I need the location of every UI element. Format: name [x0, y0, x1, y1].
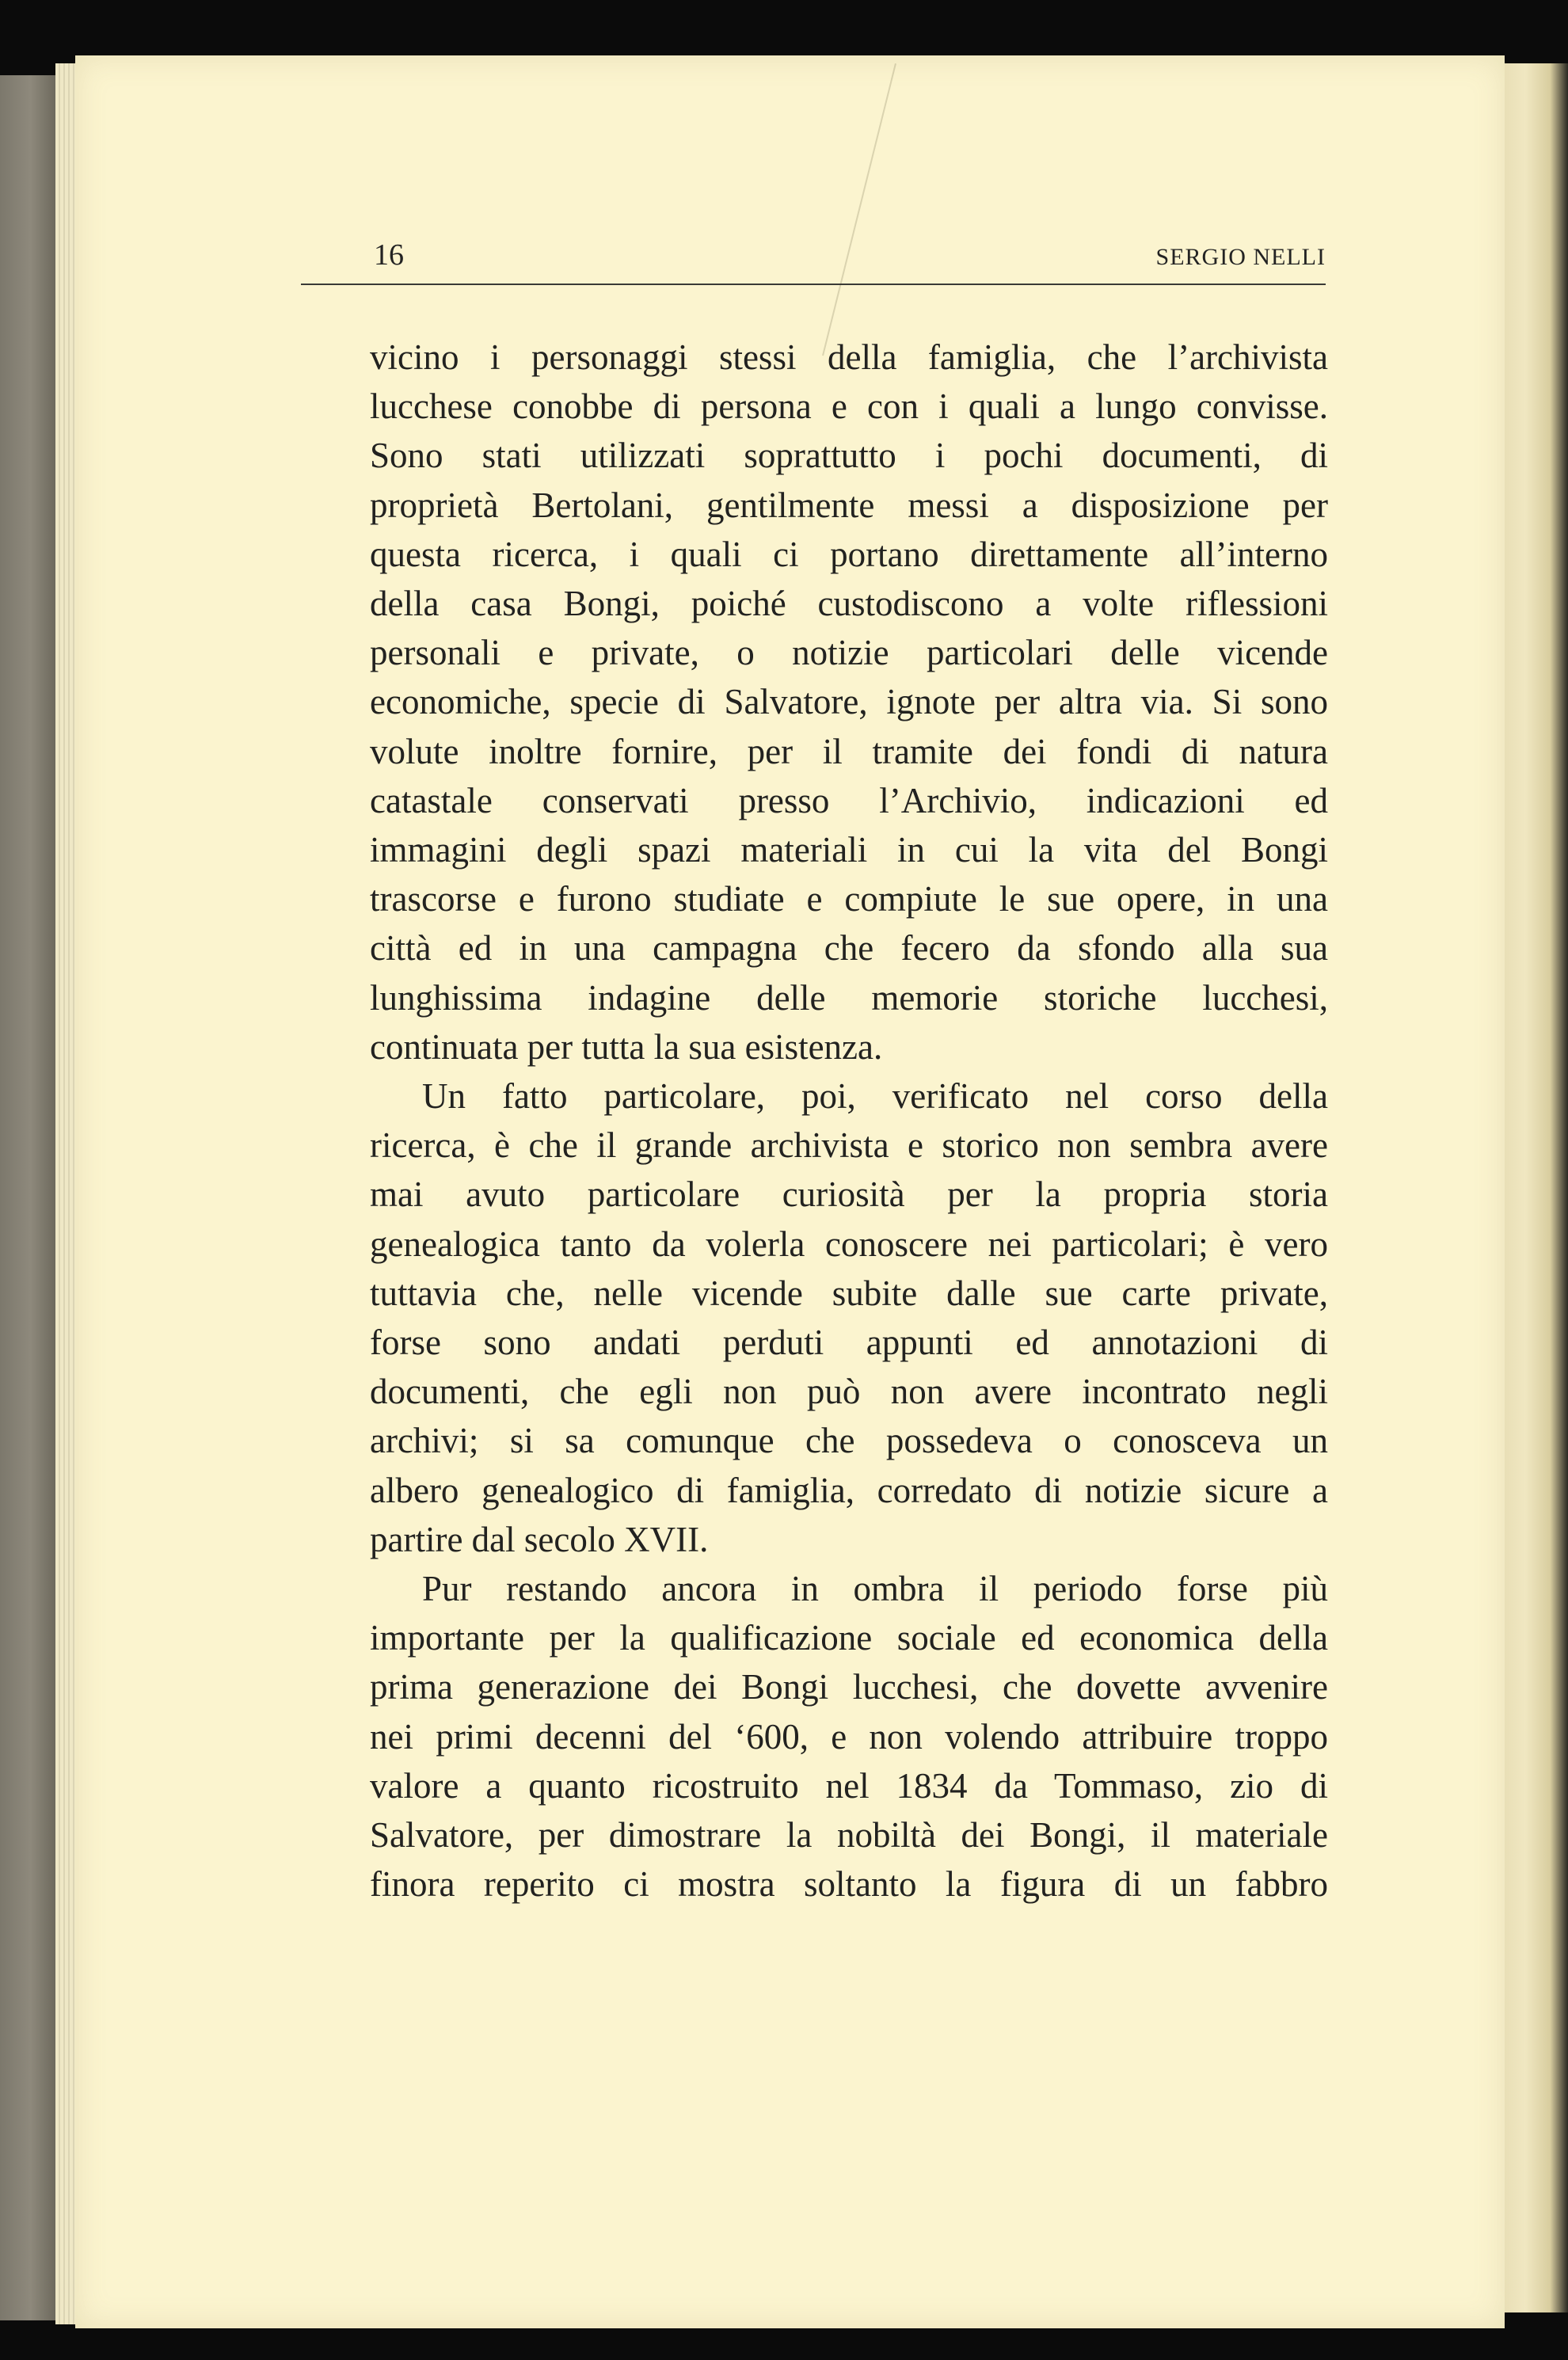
- text-line: prima generazione dei Bongi lucchesi, che dovette avvenire: [370, 1667, 1328, 1707]
- text-line: Salvatore, per dimostrare la nobiltà dei Bongi, il materiale: [370, 1815, 1328, 1856]
- text-line: nei primi decenni del ‘600, e non volendo attribuire troppo: [370, 1716, 1328, 1757]
- text-line: trascorse e furono studiate e compiute le sue opere, in una: [370, 879, 1328, 919]
- text-line: mai avuto particolare curiosità per la propria storia: [370, 1174, 1328, 1215]
- text-line: città ed in una campagna che fecero da sfondo alla sua: [370, 928, 1328, 969]
- text-line: lucchese conobbe di persona e con i quali a lungo convisse.: [370, 386, 1328, 427]
- running-title: SERGIO NELLI: [1155, 244, 1326, 270]
- text-line: immagini degli spazi materiali in cui la vita del Bongi: [370, 830, 1328, 870]
- text-line: vicino i personaggi stessi della famiglia, che l’archivista: [370, 337, 1328, 377]
- text-line: genealogica tanto da volerla conoscere nei particolari; è vero: [370, 1224, 1328, 1264]
- text-line: volute inoltre fornire, per il tramite dei fondi di natura: [370, 731, 1328, 771]
- running-header: [301, 238, 1326, 285]
- text-line: ricerca, è che il grande archivista e storico non sembra avere: [370, 1125, 1328, 1166]
- text-line: Un fatto particolare, poi, verificato nel corso della: [422, 1076, 1328, 1117]
- text-line: albero genealogico di famiglia, corredato di notizie sicure a: [370, 1470, 1328, 1510]
- body-text: [370, 333, 1328, 1909]
- text-line: Sono stati utilizzati soprattutto i pochi documenti, di: [370, 436, 1328, 476]
- paragraph-3: [370, 1564, 1328, 1909]
- page-number: 16: [374, 238, 404, 272]
- text-line: economiche, specie di Salvatore, ignote per altra via. Si sono: [370, 682, 1328, 722]
- text-line: tuttavia che, nelle vicende subite dalle sue carte private,: [370, 1273, 1328, 1313]
- text-line: valore a quanto ricostruito nel 1834 da Tommaso, zio di: [370, 1765, 1328, 1806]
- text-line: forse sono andati perduti appunti ed annotazioni di: [370, 1323, 1328, 1363]
- page-right-edge: [1497, 63, 1568, 2312]
- text-line: finora reperito ci mostra soltanto la figura di un fabbro: [370, 1864, 1328, 1905]
- text-line: continuata per tutta la sua esistenza.: [370, 1026, 883, 1067]
- paragraph-2: [370, 1072, 1328, 1564]
- text-line: importante per la qualificazione sociale ed economica della: [370, 1618, 1328, 1658]
- text-line: questa ricerca, i quali ci portano direttamente all’interno: [370, 534, 1328, 574]
- text-line: archivi; si sa comunque che possedeva o conosceva un: [370, 1421, 1328, 1461]
- text-line: della casa Bongi, poiché custodiscono a volte riflessioni: [370, 584, 1328, 624]
- text-line: personali e private, o notizie particolari delle vicende: [370, 633, 1328, 673]
- text-line: proprietà Bertolani, gentilmente messi a disposizione per: [370, 485, 1328, 525]
- paper-crease: [822, 63, 896, 356]
- text-line: Pur restando ancora in ombra il periodo forse più: [422, 1569, 1328, 1609]
- paragraph-1: [370, 333, 1328, 1072]
- text-line: catastale conservati presso l’Archivio, indicazioni ed: [370, 780, 1328, 820]
- text-line: lunghissima indagine delle memorie storiche lucchesi,: [370, 977, 1328, 1018]
- text-line: partire dal secolo XVII.: [370, 1519, 709, 1559]
- text-line: documenti, che egli non può non avere incontrato negli: [370, 1372, 1328, 1412]
- book-cover-edge: [0, 75, 55, 2320]
